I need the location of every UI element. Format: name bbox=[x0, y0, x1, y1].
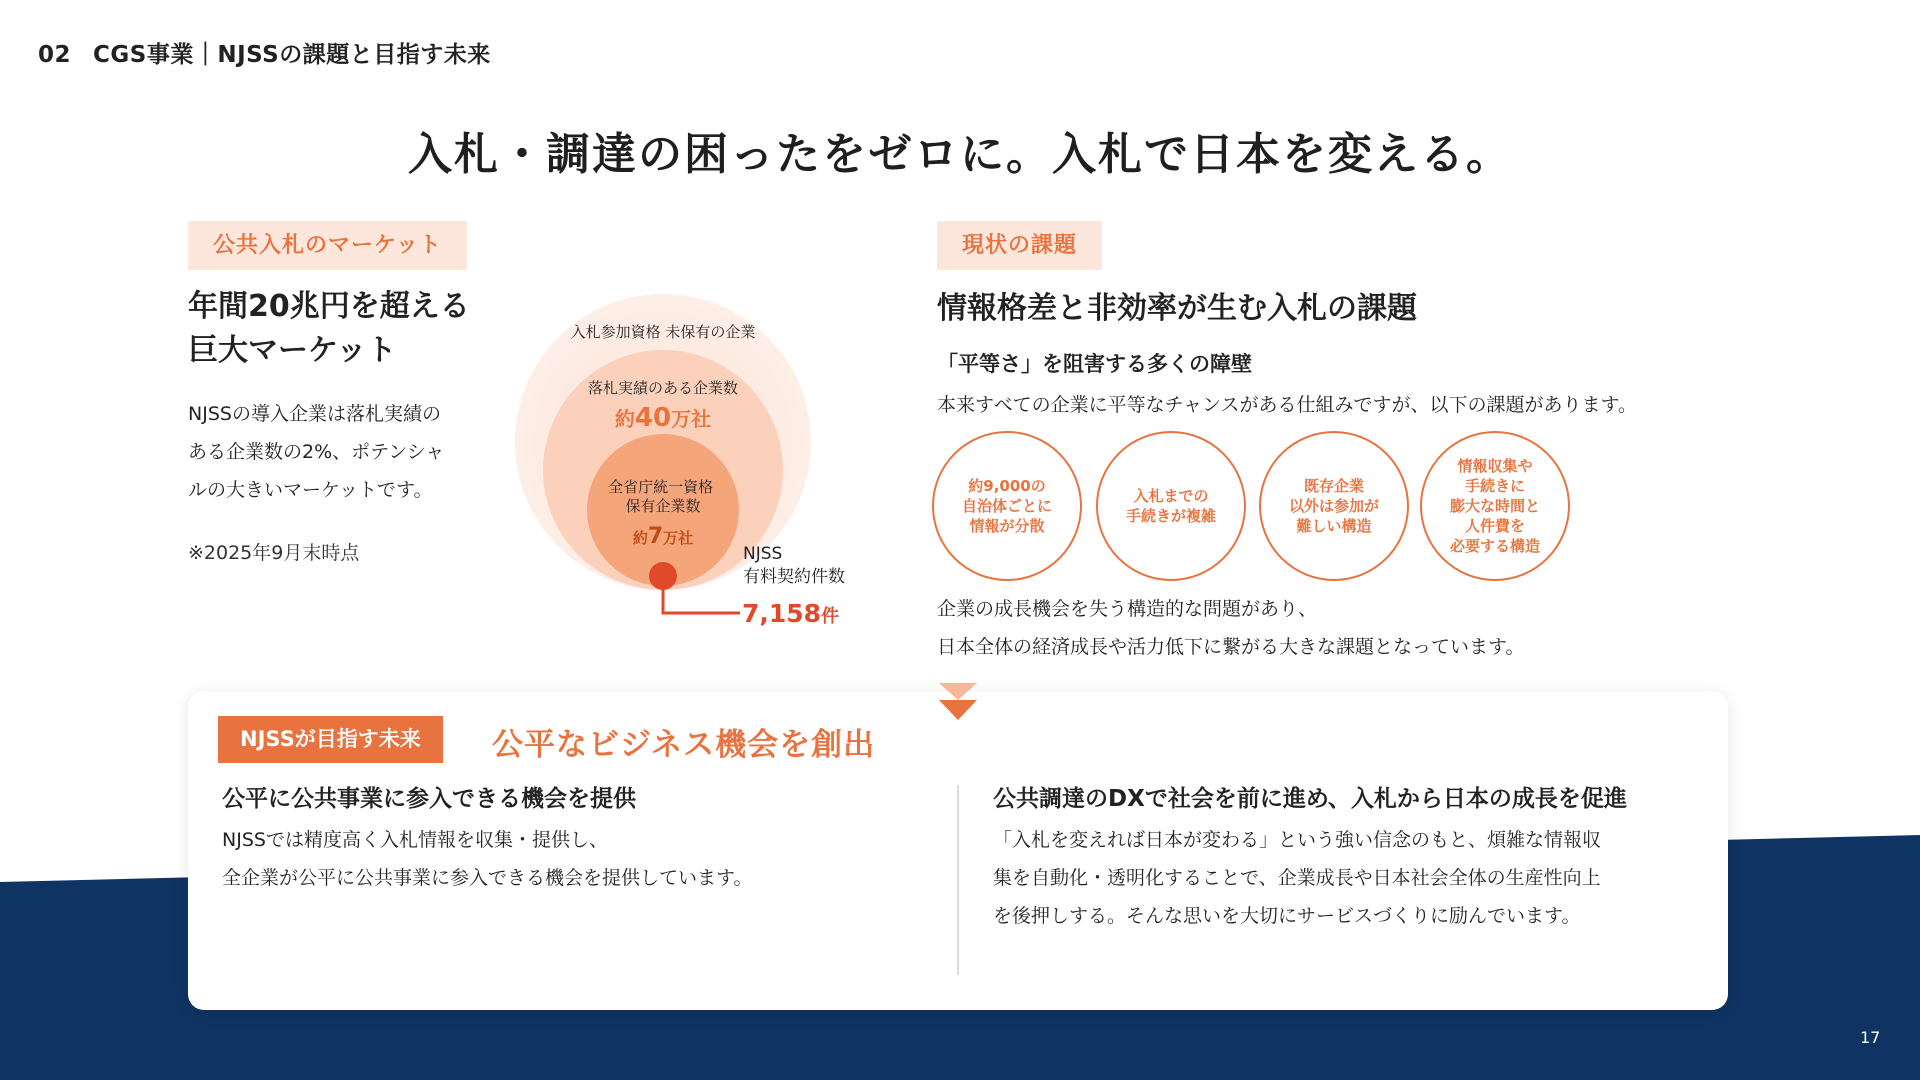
callout-value bbox=[742, 599, 839, 628]
future-left-title: 公平に公共事業に参入できる機会を提供 bbox=[222, 786, 636, 812]
future-right-body bbox=[993, 821, 1601, 935]
inner-label-line: 保有企業数 bbox=[625, 497, 701, 515]
market-headline bbox=[188, 285, 470, 373]
future-tag: NJSSが目指す未来 bbox=[218, 716, 443, 763]
future-right-body-line: 集を自動化・透明化することで、企業成長や日本社会全体の生産性向上 bbox=[993, 867, 1601, 889]
future-left-body-line: NJSSでは精度高く入札情報を収集・提供し、 bbox=[222, 829, 608, 851]
inner-value-unit: 万社 bbox=[663, 529, 694, 547]
arrow-down-icon bbox=[937, 680, 979, 722]
issue-circle: 既存企業 以外は参加が 難しい構造 bbox=[1259, 431, 1409, 581]
market-tag: 公共入札のマーケット bbox=[188, 221, 467, 270]
market-description bbox=[188, 395, 444, 509]
callout-label bbox=[743, 544, 845, 587]
market-description-line: ある企業数の2%、ポテンシャ bbox=[188, 441, 445, 463]
callout-label-line: NJSS bbox=[743, 544, 783, 564]
issues-conclusion-line: 日本全体の経済成長や活力低下に繋がる大きな課題となっています。 bbox=[937, 636, 1525, 658]
market-headline-line: 年間20兆円を超える bbox=[188, 289, 470, 324]
market-description-line: NJSSの導入企業は落札実績の bbox=[188, 403, 441, 425]
middle-value bbox=[615, 403, 711, 433]
outer-label: 入札参加資格 未保有の企業 bbox=[570, 323, 756, 341]
middle-value-prefix: 約 bbox=[614, 407, 635, 431]
section-number: 02 bbox=[38, 42, 72, 68]
market-headline-line: 巨大マーケット bbox=[188, 333, 397, 368]
middle-label: 落札実績のある企業数 bbox=[587, 379, 739, 397]
issues-tag: 現状の課題 bbox=[937, 221, 1102, 270]
page-title: 入札・調達の困ったをゼロに。入札で日本を変える。 bbox=[408, 129, 1512, 180]
issues-headline: 情報格差と非効率が生む入札の課題 bbox=[937, 291, 1417, 326]
issues-conclusion bbox=[937, 590, 1524, 666]
issues-intro: 本来すべての企業に平等なチャンスがある仕組みですが、以下の課題があります。 bbox=[937, 394, 1637, 416]
callout-value-unit: 件 bbox=[821, 606, 840, 627]
issue-circle: 情報収集や 手続きに 膨大な時間と 人件費を 必要する構造 bbox=[1420, 431, 1570, 581]
market-note: ※2025年9月末時点 bbox=[188, 542, 360, 564]
future-right-body-line: を後押しする。そんな思いを大切にサービスづくりに励んでいます。 bbox=[993, 905, 1581, 927]
issue-circle: 入札までの 手続きが複雑 bbox=[1096, 431, 1246, 581]
middle-value-number: 40 bbox=[634, 403, 672, 433]
inner-value-number: 7 bbox=[647, 524, 664, 549]
section-header bbox=[38, 36, 491, 69]
future-left-body-line: 全企業が公平に公共事業に参入できる機会を提供しています。 bbox=[222, 867, 753, 889]
page-number: 17 bbox=[1860, 1028, 1881, 1047]
future-right-title: 公共調達のDXで社会を前に進め、入札から日本の成長を促進 bbox=[993, 786, 1627, 812]
inner-label-line: 全省庁統一資格 bbox=[608, 478, 714, 496]
market-size-diagram bbox=[490, 285, 890, 630]
callout-value-number: 7,158 bbox=[742, 599, 822, 628]
market-description-line: ルの大きいマーケットです。 bbox=[188, 479, 433, 501]
issues-subheadline: 「平等さ」を阻害する多くの障壁 bbox=[937, 352, 1252, 376]
future-headline: 公平なビジネス機会を創出 bbox=[492, 727, 876, 763]
section-title: CGS事業｜NJSSの課題と目指す未来 bbox=[93, 42, 491, 68]
future-divider bbox=[957, 785, 959, 975]
issue-circle: 約9,000の 自治体ごとに 情報が分散 bbox=[932, 431, 1082, 581]
issues-conclusion-line: 企業の成長機会を失う構造的な問題があり、 bbox=[937, 598, 1318, 620]
middle-value-unit: 万社 bbox=[671, 407, 712, 431]
future-left-body bbox=[222, 821, 752, 897]
inner-value-prefix: 約 bbox=[632, 529, 648, 547]
callout-label-line: 有料契約件数 bbox=[743, 567, 845, 587]
future-right-body-line: 「入札を変えれば日本が変わる」という強い信念のもと、煩雑な情報収 bbox=[993, 829, 1602, 851]
